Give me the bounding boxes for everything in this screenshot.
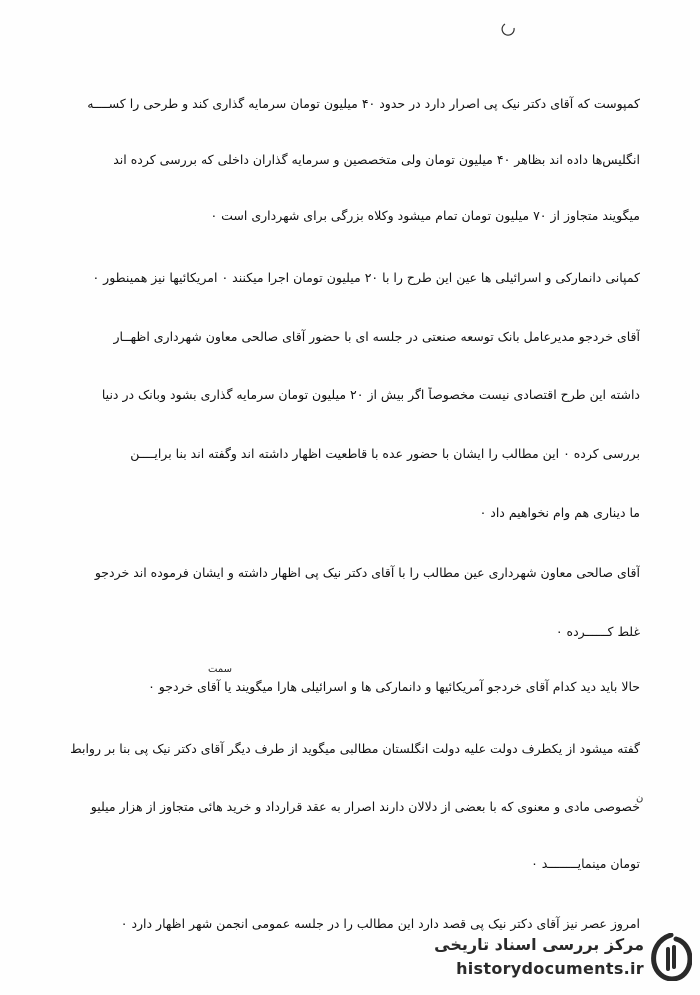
archive-logo-icon [650, 933, 692, 981]
document-line: گفته میشود از یکطرف دولت علیه دولت انگلستان مطالبی میگوید از طرف دیگر آقای دکتر نیک پی بنا بر روابط [70, 741, 640, 756]
document-line: کمپوست که آقای دکتر نیک پی اصرار دارد در حدود ۴۰ میلیون تومان سرمایه گذاری کند و طرحی را کســــه [87, 96, 640, 111]
handwritten-annotation: ن [636, 793, 644, 804]
document-line: ما دیناری هم وام نخواهیم داد ۰ [479, 505, 640, 520]
document-line: حالا باید دید کدام آقای خردجو آمریکائیها و دانمارکی ها و اسرائیلی هارا میگویند یا آقای خردجو ۰ [148, 679, 640, 694]
archive-url: historydocuments.ir [456, 959, 644, 978]
document-line: آقای خردجو مدیرعامل بانک توسعه صنعتی در جلسه ای با حضور آقای صالحی معاون شهرداری اظهــار [113, 329, 640, 344]
handwritten-annotation: سمت [208, 664, 232, 675]
document-line: غلط کــــــرده ۰ [555, 624, 640, 639]
document-line: انگلیس‌ها داده اند بظاهر ۴۰ میلیون تومان ولی متخصصین و سرمایه گذاران داخلی که بررسی کرده اند [113, 152, 640, 167]
document-line: آقای صالحی معاون شهرداری عین مطالب را با آقای دکتر نیک پی اظهار داشته و ایشان فرموده اند خردجو [94, 565, 640, 580]
archive-name: مرکز بررسی اسناد تاریخی [434, 935, 644, 954]
document-line: تومان مینمایــــــــد ۰ [531, 856, 640, 871]
document-line: خصوصی مادی و معنوی که با بعضی از دلالان دارند اصرار به عقد قرارداد و خرید هائی متجاوز از هزار میلیو [90, 799, 640, 814]
document-line: بررسی کرده ۰ این مطالب را ایشان با حضور عده با قاطعیت اظهار داشته اند وگفته اند بنا برایــــن [130, 446, 640, 461]
document-line: میگویند متجاوز از ۷۰ میلیون تومان تمام میشود وکلاه بزرگی برای شهرداری است ۰ [210, 208, 640, 223]
document-line: کمپانی دانمارکی و اسرائیلی ها عین این طرح را با ۲۰ میلیون تومان اجرا میکنند ۰ امریکائیها نیز همینطور ۰ [92, 270, 640, 285]
corner-circle-mark [500, 20, 518, 38]
document-line: داشته این طرح اقتصادی نیست مخصوصاً اگر بیش از ۲۰ میلیون تومان سرمایه گذاری بشود وبانک در دنیا [101, 387, 640, 402]
document-line: امروز عصر نیز آقای دکتر نیک پی قصد دارد این مطالب را در جلسه عمومی انجمن شهر اظهار دارد ۰ [120, 916, 640, 931]
archive-watermark [434, 927, 692, 987]
